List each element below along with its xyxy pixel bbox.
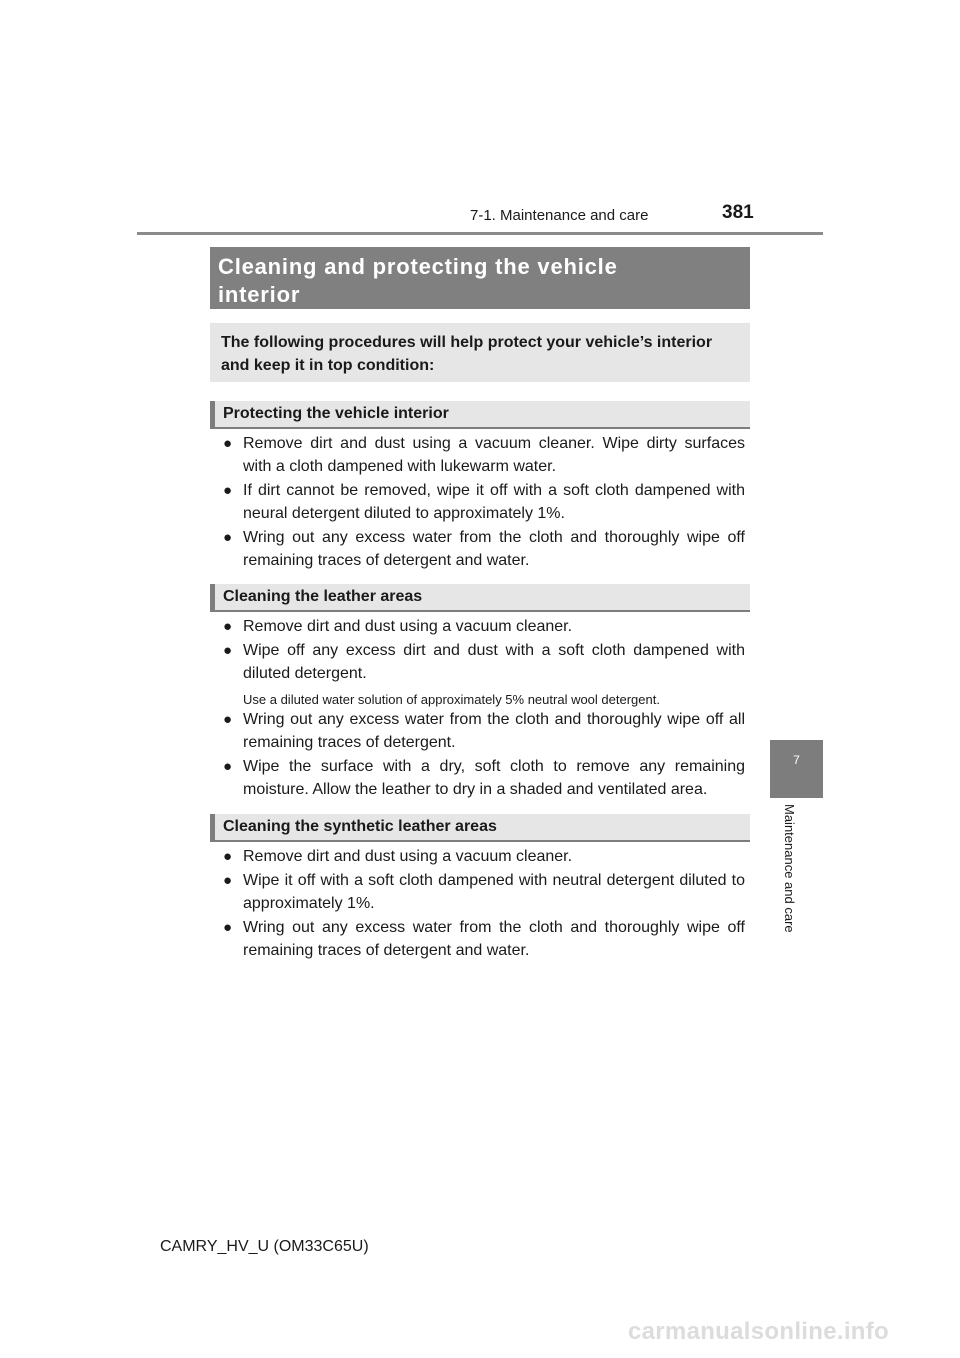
page-number: 381 — [722, 202, 754, 223]
bullet-icon: ● — [223, 711, 233, 728]
list-item-text: Wring out any excess water from the cloth and thoroughly wipe off remaining traces of detergent and water. — [243, 919, 745, 959]
bullet-icon: ● — [223, 529, 233, 546]
section-header-protecting — [210, 401, 750, 429]
header-section-title: 7-1. Maintenance and care — [470, 207, 649, 224]
list-item-text: Remove dirt and dust using a vacuum cleaner. Wipe dirty surfaces with a cloth dampened with lukewarm water. — [243, 435, 745, 475]
list-item-text: Wipe the surface with a dry, soft cloth to remove any remaining moisture. Allow the leather to dry in a shaded and ventilated area. — [243, 758, 745, 798]
intro-box — [210, 323, 750, 382]
list-item — [223, 755, 745, 801]
bullet-icon: ● — [223, 872, 233, 889]
list-item-text: Wipe off any excess dirt and dust with a soft cloth dampened with diluted detergent. — [243, 642, 745, 682]
section-header-leather — [210, 584, 750, 612]
list-item — [223, 708, 745, 754]
bullet-icon: ● — [223, 618, 233, 635]
chapter-label-container — [770, 800, 823, 960]
list-item — [223, 869, 745, 915]
list-item — [223, 615, 745, 638]
chapter-number: 7 — [793, 753, 800, 767]
section-title: Protecting the vehicle interior — [223, 405, 449, 422]
intro-line-2: and keep it in top condition: — [221, 357, 435, 374]
page-title-box — [210, 247, 750, 309]
list-item — [223, 432, 745, 478]
bullet-icon: ● — [223, 919, 233, 936]
list-item-text: Wring out any excess water from the cloth and thoroughly wipe off remaining traces of detergent and water. — [243, 529, 745, 569]
list-item — [223, 916, 745, 962]
page-title-line-1: Cleaning and protecting the vehicle — [218, 254, 618, 279]
header-divider — [137, 232, 823, 235]
note-text: Use a diluted water solution of approximately 5% neutral wool detergent. — [243, 692, 660, 707]
page-title-line-2: interior — [218, 282, 301, 307]
chapter-tab — [770, 740, 823, 798]
list-item — [223, 479, 745, 525]
watermark-text: carmanualsonline.info — [628, 1318, 890, 1345]
bullet-icon: ● — [223, 642, 233, 659]
list-item-text: Remove dirt and dust using a vacuum cleaner. — [243, 848, 573, 865]
bullet-icon: ● — [223, 848, 233, 865]
section-header-synthetic-leather — [210, 814, 750, 842]
list-item — [223, 526, 745, 572]
footer-model-code: CAMRY_HV_U (OM33C65U) — [160, 1238, 369, 1255]
chapter-label: Maintenance and care — [782, 804, 797, 933]
section-title: Cleaning the leather areas — [223, 588, 423, 605]
list-item — [223, 845, 745, 868]
bullet-icon: ● — [223, 435, 233, 452]
bullet-icon: ● — [223, 758, 233, 775]
list-item-text: Remove dirt and dust using a vacuum cleaner. — [243, 618, 573, 635]
list-item-text: Wring out any excess water from the cloth and thoroughly wipe off all remaining traces of detergent. — [243, 711, 745, 751]
intro-line-1: The following procedures will help protect your vehicle’s interior — [221, 334, 713, 351]
list-item-text: Wipe it off with a soft cloth dampened with neutral detergent diluted to approximately 1%. — [243, 872, 745, 912]
list-item-text: If dirt cannot be removed, wipe it off with a soft cloth dampened with neural detergent diluted to approximately 1%. — [243, 482, 745, 522]
bullet-icon: ● — [223, 482, 233, 499]
list-item — [223, 639, 745, 685]
section-title: Cleaning the synthetic leather areas — [223, 818, 497, 835]
